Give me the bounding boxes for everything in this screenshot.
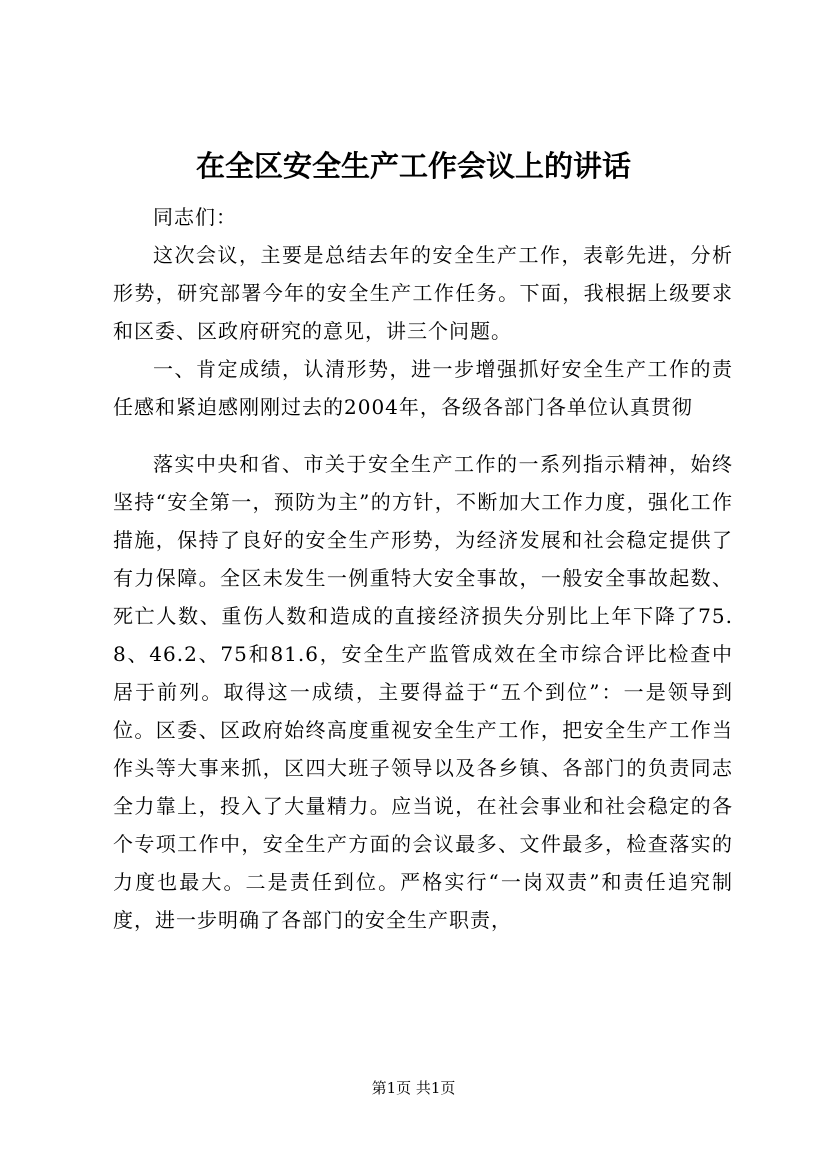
intro-paragraph: 这次会议，主要是总结去年的安全生产工作，表彰先进，分析形势，研究部署今年的安全生产工作任务。下面，我根据上级要求和区委、区政府研究的意见，讲三个问题。 (113, 243, 733, 343)
body-paragraph: 落实中央和省、市关于安全生产工作的一系列指示精神，始终坚持“安全第一，预防为主”的方针，不断加大工作力度，强化工作措施，保持了良好的安全生产形势，为经济发展和社会稳定提供了有力保障。全区未发生一例重特大安全事故，一般安全事故起数、死亡人数、重伤人数和造成的直接经济损失分别比上年下降了75.8、46.2、75和81.6，安全生产监管成效在全市综合评比检查中居于前列。取得这一成绩，主要得益于“五个到位”：一是领导到位。区委、区政府始终高度重视安全生产工作，把安全生产工作当作头等大事来抓，区四大班子领导以及各乡镇、各部门的负责同志全力靠上，投入了大量精力。应当说，在社会事业和社会稳定的各个专项工作中，安全生产方面的会议最多、文件最多，检查落实的力度也最大。二是责任到位。严格实行“一岗双责”和责任追究制度，进一步明确了各部门的安全生产职责， (113, 452, 733, 932)
section-heading-paragraph: 一、肯定成绩，认清形势，进一步增强抓好安全生产工作的责任感和紧迫感刚刚过去的2004年，各级各部门各单位认真贯彻 (113, 357, 733, 419)
document-title: 在全区安全生产工作会议上的讲话 (195, 149, 631, 183)
page-footer: 第1页 共1页 (371, 1079, 456, 1097)
salutation-paragraph: 同志们： (153, 205, 237, 229)
document-body (113, 198, 733, 939)
